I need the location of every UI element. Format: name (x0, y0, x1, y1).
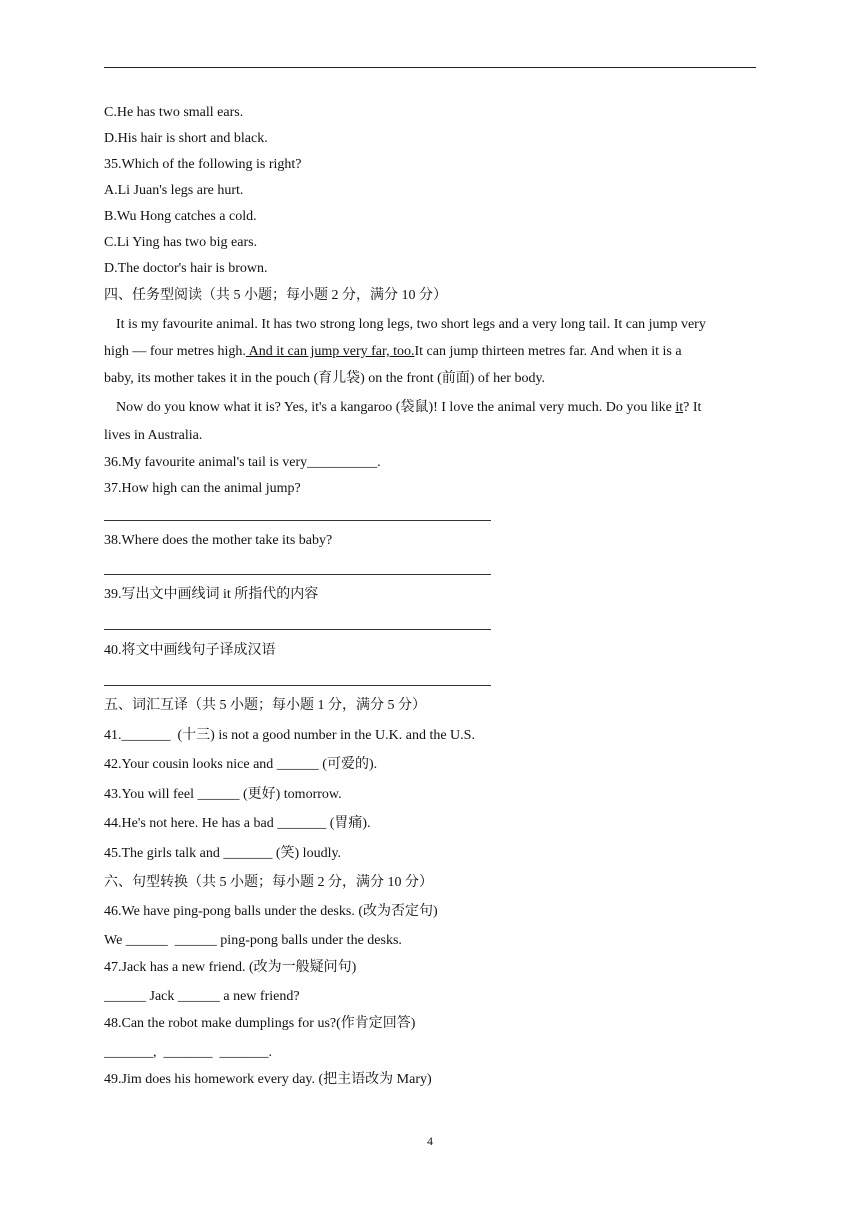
question-46: 46.We have ping-pong balls under the desks. (改为否定句) (104, 904, 438, 919)
underlined-sentence: And it can jump very far, too. (245, 344, 415, 359)
answer-line-39 (104, 629, 491, 630)
answer-line-38 (104, 574, 491, 575)
passage-text: ? It (683, 400, 702, 415)
answer-47: ______ Jack ______ a new friend? (104, 989, 300, 1004)
question-49: 49.Jim does his homework every day. (把主语改为 Mary) (104, 1072, 432, 1087)
question-40: 40.将文中画线句子译成汉语 (104, 643, 276, 658)
answer-line-37 (104, 520, 491, 521)
passage-text: high — four metres high. (104, 344, 246, 359)
underlined-word: it (675, 400, 684, 415)
question-47: 47.Jack has a new friend. (改为一般疑问句) (104, 960, 357, 975)
option-c-35: C.Li Ying has two big ears. (104, 235, 258, 250)
option-c-34: C.He has two small ears. (104, 105, 244, 120)
section-5-heading: 五、词汇互译（共 5 小题；每小题 1 分，满分 5 分） (104, 698, 426, 713)
passage-line-3: baby, its mother takes it in the pouch (育儿袋) on the front (前面) of her body. (104, 371, 546, 386)
header-rule (104, 67, 756, 68)
question-48: 48.Can the robot make dumplings for us?(作肯定回答) (104, 1016, 416, 1031)
passage-text: It can jump thirteen metres far. And when it is a (414, 344, 682, 359)
question-38: 38.Where does the mother take its baby? (104, 533, 333, 548)
question-45: 45.The girls talk and _______ (笑) loudly. (104, 846, 342, 861)
question-39: 39.写出文中画线词 it 所指代的内容 (104, 587, 319, 602)
passage-line-2 (104, 343, 682, 361)
page-number: 4 (427, 1134, 433, 1148)
passage-line-5: lives in Australia. (104, 428, 203, 443)
question-37: 37.How high can the animal jump? (104, 481, 301, 496)
option-a-35: A.Li Juan's legs are hurt. (104, 183, 244, 198)
question-44: 44.He's not here. He has a bad _______ (胃痛). (104, 816, 371, 831)
answer-line-40 (104, 685, 491, 686)
question-41: 41._______ (十三) is not a good number in the U.K. and the U.S. (104, 728, 475, 743)
answer-48: _______, _______ _______. (104, 1045, 272, 1060)
question-35: 35.Which of the following is right? (104, 157, 302, 172)
question-43: 43.You will feel ______ (更好) tomorrow. (104, 787, 342, 802)
section-4-heading: 四、任务型阅读（共 5 小题；每小题 2 分，满分 10 分） (104, 288, 447, 303)
passage-text: Now do you know what it is? Yes, it's a kangaroo (袋鼠)! I love the animal very much. Do you like (116, 400, 676, 415)
passage-line-4 (116, 399, 701, 417)
passage-line-1: It is my favourite animal. It has two strong long legs, two short legs and a very long tail. It can jump very (116, 317, 706, 332)
option-d-35: D.The doctor's hair is brown. (104, 261, 268, 276)
question-42: 42.Your cousin looks nice and ______ (可爱的). (104, 757, 378, 772)
option-d-34: D.His hair is short and black. (104, 131, 268, 146)
answer-46: We ______ ______ ping-pong balls under the desks. (104, 933, 402, 948)
question-36: 36.My favourite animal's tail is very__________. (104, 455, 381, 470)
option-b-35: B.Wu Hong catches a cold. (104, 209, 257, 224)
section-6-heading: 六、句型转换（共 5 小题；每小题 2 分，满分 10 分） (104, 875, 433, 890)
